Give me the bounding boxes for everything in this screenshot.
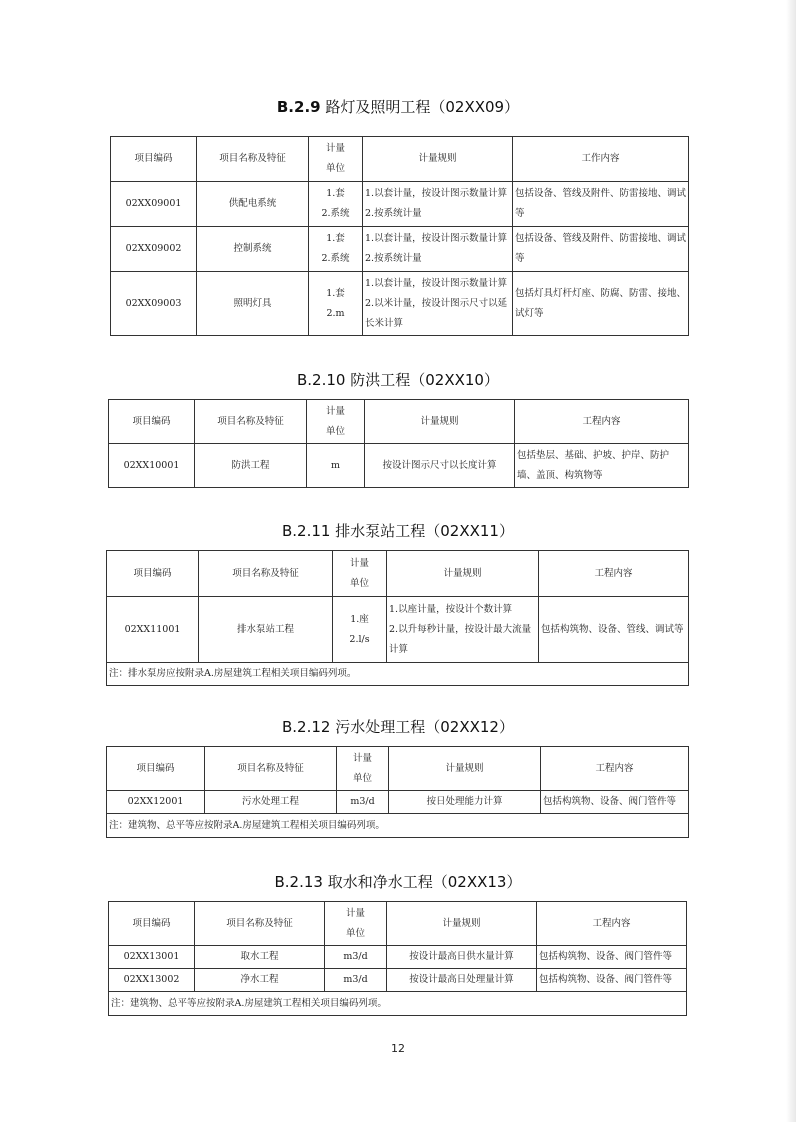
cell-code: 02XX10001 [109,444,195,488]
cell-rule: 按设计最高日处理量计算 [387,969,537,992]
section-code: B.2.10 [297,371,346,389]
table-b29 [110,136,689,336]
header-content: 工程内容 [539,551,689,597]
section-title-b212 [0,716,796,737]
table-row [111,272,689,336]
cell-content: 包括设备、管线及附件、防雷接地、调试等 [513,227,689,272]
header-name: 项目名称及特征 [205,747,337,791]
table-note: 注：建筑物、总平等应按附录A.房屋建筑工程相关项目编码列项。 [107,814,689,838]
header-unit [309,137,363,182]
header-content: 工程内容 [515,400,689,444]
cell-code: 02XX13001 [109,946,195,969]
section-name: 污水处理工程（02XX12） [335,718,514,736]
cell-rule: 按设计最高日供水量计算 [387,946,537,969]
cell-code: 02XX12001 [107,791,205,814]
cell-unit: m [307,444,365,488]
cell-unit: m3/d [325,969,387,992]
table-header-row [109,902,687,946]
cell-unit: 1.套 2.系统 [309,227,363,272]
header-unit [307,400,365,444]
cell-content: 包括垫层、基础、护坡、护岸、防护墙、盖顶、构筑物等 [515,444,689,488]
table-row [107,791,689,814]
section-name: 防洪工程（02XX10） [350,371,499,389]
cell-code: 02XX11001 [107,597,199,663]
cell-rule: 1.以套计量，按设计图示数量计算 2.按系统计量 [363,227,513,272]
header-name: 项目名称及特征 [195,400,307,444]
header-rule: 计量规则 [365,400,515,444]
cell-name: 净水工程 [195,969,325,992]
cell-content: 包括构筑物、设备、阀门管件等 [541,791,689,814]
header-unit-text: 计量单位 [325,143,345,174]
cell-unit: m3/d [325,946,387,969]
header-content: 工程内容 [537,902,687,946]
header-rule: 计量规则 [387,551,539,597]
header-unit [333,551,387,597]
header-name: 项目名称及特征 [199,551,333,597]
table-note: 注：排水泵房应按附录A.房屋建筑工程相关项目编码列项。 [107,663,689,686]
section-name: 路灯及照明工程（02XX09） [325,98,520,116]
cell-rule: 按设计图示尺寸以长度计算 [365,444,515,488]
cell-code: 02XX13002 [109,969,195,992]
header-rule: 计量规则 [389,747,541,791]
section-code: B.2.12 [282,718,331,736]
header-rule: 计量规则 [363,137,513,182]
cell-name: 控制系统 [197,227,309,272]
cell-unit: m3/d [337,791,389,814]
section-title-b213 [0,871,796,892]
cell-unit: 1.套 2.m [309,272,363,336]
table-b210 [108,399,689,488]
cell-unit: 1.座 2.l/s [333,597,387,663]
section-name: 排水泵站工程（02XX11） [335,522,514,540]
header-code: 项目编码 [109,400,195,444]
table-note-row [107,814,689,838]
table-row [111,227,689,272]
cell-rule: 1.以座计量，按设计个数计算 2.以升每秒计量，按设计最大流量计算 [387,597,539,663]
cell-content: 包括设备、管线及附件、防雷接地、调试等 [513,182,689,227]
section-title-b210 [0,369,796,390]
table-row [107,597,689,663]
header-name: 项目名称及特征 [195,902,325,946]
section-name: 取水和净水工程（02XX13） [327,873,522,891]
header-rule: 计量规则 [387,902,537,946]
table-b212 [106,746,689,838]
section-code: B.2.13 [274,873,323,891]
page-number: 12 [391,1042,405,1055]
cell-content: 包括灯具灯杆灯座、防腐、防雷、接地、试灯等 [513,272,689,336]
table-row [109,969,687,992]
header-code: 项目编码 [107,747,205,791]
cell-name: 取水工程 [195,946,325,969]
cell-name: 防洪工程 [195,444,307,488]
cell-rule: 1.以套计量，按设计图示数量计算 2.以米计量，按设计图示尺寸以延长米计算 [363,272,513,336]
section-title-b29 [0,96,796,117]
section-code: B.2.9 [276,98,321,116]
cell-content: 包括构筑物、设备、阀门管件等 [537,969,687,992]
table-note-row [109,992,687,1016]
cell-name: 污水处理工程 [205,791,337,814]
section-code: B.2.11 [282,522,331,540]
header-code: 项目编码 [111,137,197,182]
cell-content: 包括构筑物、设备、管线、调试等 [539,597,689,663]
cell-name: 排水泵站工程 [199,597,333,663]
header-content: 工程内容 [541,747,689,791]
page-edge-shadow [786,0,796,1122]
table-note: 注：建筑物、总平等应按附录A.房屋建筑工程相关项目编码列项。 [109,992,687,1016]
header-unit [337,747,389,791]
table-row [109,444,689,488]
table-row [111,182,689,227]
table-header-row [109,400,689,444]
header-unit [325,902,387,946]
table-row [109,946,687,969]
cell-content: 包括构筑物、设备、阀门管件等 [537,946,687,969]
cell-code: 02XX09003 [111,272,197,336]
cell-name: 照明灯具 [197,272,309,336]
table-header-row [107,551,689,597]
table-header-row [107,747,689,791]
section-title-b211 [0,520,796,541]
cell-unit: 1.套 2.系统 [309,182,363,227]
table-note-row [107,663,689,686]
header-unit-text: 计量单位 [352,752,372,784]
cell-rule: 1.以套计量，按设计图示数量计算 2.按系统计量 [363,182,513,227]
table-b211 [106,550,689,686]
cell-code: 02XX09002 [111,227,197,272]
cell-rule: 按日处理能力计算 [389,791,541,814]
table-header-row [111,137,689,182]
header-content: 工作内容 [513,137,689,182]
cell-code: 02XX09001 [111,182,197,227]
cell-name: 供配电系统 [197,182,309,227]
table-b213 [108,901,687,1016]
header-name: 项目名称及特征 [197,137,309,182]
header-code: 项目编码 [109,902,195,946]
header-unit-text: 计量单位 [345,907,365,939]
header-unit-text: 计量单位 [325,405,345,437]
header-unit-text: 计量单位 [349,557,369,589]
header-code: 项目编码 [107,551,199,597]
